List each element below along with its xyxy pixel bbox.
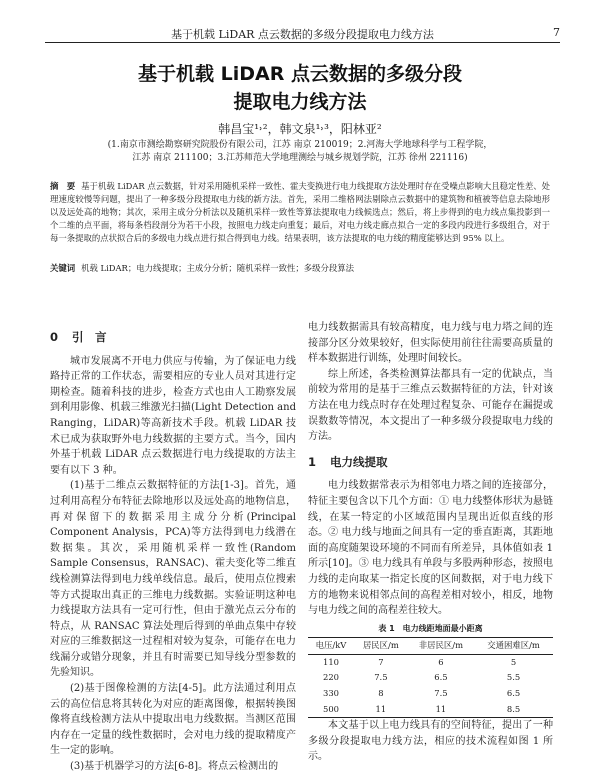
table-header-cell: 电压/kV	[308, 638, 354, 655]
table-cell: 7.5	[374, 672, 388, 683]
paragraph: (1)基于二维点云数据特征的方法[1-3]。首先，通过利用高程分布特征去除地形以及远处高的地物信息，再对保留下的数据采用主成分分析(Principal Component Analysis，PCA)等方法得到电力线潜在数据集。其次，采用随机采样一致性(Random Sample Consensus，RANSAC)、霍夫变化等二维直线检测算法得到电力线单线信息。最后，使用点位搜索等方式提取出真正的三维电力线数据。实验证明这种电力线提取方法具有一定可行性，但由于激光点云分布的特点，从 RANSAC 算法处理后得到的单曲点集中存较对应的三维数据这一过程相对较为复杂，可能存在电力线漏分或错分现象，并且有时需要已知导线分型参数的先验知识。	[50, 480, 296, 679]
abstract	[50, 180, 550, 245]
clearance-table	[308, 637, 553, 718]
table-cell: 330	[323, 688, 339, 699]
table-cell: 6.5	[434, 672, 448, 683]
page-number: 7	[553, 26, 560, 39]
right-column	[308, 320, 553, 765]
keywords	[50, 262, 550, 275]
section-number: 0	[50, 330, 59, 344]
paragraph: 综上所述，各类检测算法都具有一定的优缺点，当前较为常用的是基于三维点云数据特征的方法，针对该方法在电力线点时存在处理过程复杂、可能存在漏提或误数数等情况，本文提出了一种多级分段提取电力线的方法。	[308, 368, 553, 443]
table-cell: 500	[308, 702, 354, 718]
title-line-1: 基于机载 LiDAR 点云数据的多级分段	[138, 63, 462, 85]
left-column	[50, 326, 296, 775]
table-row	[308, 654, 553, 670]
title-line-2: 提取电力线方法	[233, 91, 367, 113]
table-cell: 11	[408, 702, 474, 718]
paragraph: 电力线数据常表示为相邻电力塔之间的连接部分，特征主要包含以下几个方面：① 电力线整体形状为悬链线，在某一特定的小区域范围内呈现出近似直线的形态。② 电力线与地面之间具有一定的垂直距离，其距地面的高度随架设环境的不同而有所差异，具体值如表 1 所示[10]。③ 电力线具有单段与多股两种形态，按照电力线的走向取某一指定长度的区间数据，对于电力线下方的地物来说相邻点间的高程差相对较小，相反，地物与电力线之间的高程差往较大。	[308, 480, 553, 617]
section-number: 1	[308, 454, 317, 469]
table-cell: 6.5	[506, 688, 521, 699]
running-header	[45, 26, 560, 42]
keywords-label: 关键词	[50, 263, 76, 273]
abstract-text: 基于机载 LiDAR 点云数据，针对采用随机采样一致性、霍夫变换进行电力线提取方法处理时存在受噪点影响大且稳定性差、处理速度较慢等问题，提出了一种多级分段提取电力线的新方法。首先，采用二维格网法剔除点云数据中的建筑物和植被等信息去除地形以及远处高的地物；其次，采用主成分分析法以及随机采样一致性等算法提取电力线候选点；然后，将上步得到的电力线点集投影到一个二维的点平面，将每条档段剖分为若干小段，按照电力线走向重复；最后，对电力线走廊点拟合一定的多段内段进行多级组合，对于每一条提取的点状拟合后的多级电力线点进行拟合得到电力线。结果表明，该方法提取的电力线的精度能够达到 95% 以上。	[50, 181, 550, 243]
paragraph: 电力线数据需具有较高精度，电力线与电力塔之间的连接部分区分效果较好，但实际使用前往往需要高质量的样本数据进行训练，处理时间较长。	[308, 322, 553, 365]
affiliation	[50, 139, 550, 165]
table-cell: 110	[323, 656, 339, 667]
affiliation-line-1: (1.南京市测绘勘察研究院股份有限公司，江苏 南京 210019；2.河海大学地球科学与工程学院，	[107, 140, 493, 150]
table-row	[308, 702, 553, 718]
table-header-row	[308, 638, 553, 655]
table-header-cell: 居民区/m	[354, 638, 408, 655]
table-cell: 220	[323, 672, 339, 683]
table-cell: 7.5	[434, 688, 448, 699]
table-cell: 8.5	[474, 702, 553, 718]
keywords-text: 机载 LiDAR；电力线提取；主成分分析；随机采样一致性；多级分段算法	[81, 263, 354, 273]
table-cell: 6	[438, 656, 444, 667]
section-title: 引 言	[72, 330, 107, 344]
table-cell: 7	[378, 656, 384, 667]
paragraph: 城市发展离不开电力供应与传输，为了保证电力线路持正常的工作状态，需要相应的专业人员对其进行定期检查。随着科技的进步，检查方式也由人工勘察发展到利用影像、机载三维激光扫描(Light Detection and Ranging，LiDAR)等高新技术手段。机载 LiDAR 技术已成为获取野外电力线数据的主要方式。当今，国内外基于机载 LiDAR 点云数据进行电力线提取的方法主要有以下 3 种。	[50, 355, 296, 476]
section-title: 电力线提取	[330, 454, 388, 469]
section-heading-powerline-extraction	[308, 455, 553, 471]
table-cell: 5.5	[506, 672, 521, 683]
paragraph: (3)基于机器学习的方法[6-8]。将点云检测出的	[70, 761, 279, 773]
table-row	[308, 686, 553, 702]
table-header-cell: 非居民区/m	[408, 638, 474, 655]
table-header-cell: 交通困难区/m	[474, 638, 553, 655]
affiliation-line-2: 江苏 南京 211100；3.江苏师范大学地理测绘与城乡规划学院，江苏 徐州 221116)	[132, 153, 468, 163]
author-list: 韩昌宝¹˒²，韩文泉¹˒³，阳林亚²	[218, 122, 382, 136]
table-cell: 8	[378, 688, 384, 699]
section-heading-introduction	[50, 330, 296, 346]
paragraph: 本文基于以上电力线具有的空间特征，提出了一种多级分段提取电力线方法，相应的技术流程如图 1 所示。	[308, 720, 553, 763]
table-row	[308, 670, 553, 686]
running-title: 基于机载 LiDAR 点云数据的多级分段提取电力线方法	[171, 28, 434, 41]
table-cell: 5	[510, 656, 517, 667]
header-rule	[45, 42, 560, 43]
table-caption: 表 1 电力线距地面最小距离	[378, 623, 483, 633]
paragraph: (2)基于图像检测的方法[4-5]。此方法通过利用点云的高位信息将其转化为对应的距离图像，根据转换图像将直线检测方法从中提取出电力线数据。当测区范围内存在一定量的线性数据时，会对电力线的提取精度产生一定的影响。	[50, 683, 296, 757]
paper-title	[0, 60, 600, 116]
abstract-label: 摘 要	[50, 181, 76, 191]
table-cell: 11	[354, 702, 408, 718]
